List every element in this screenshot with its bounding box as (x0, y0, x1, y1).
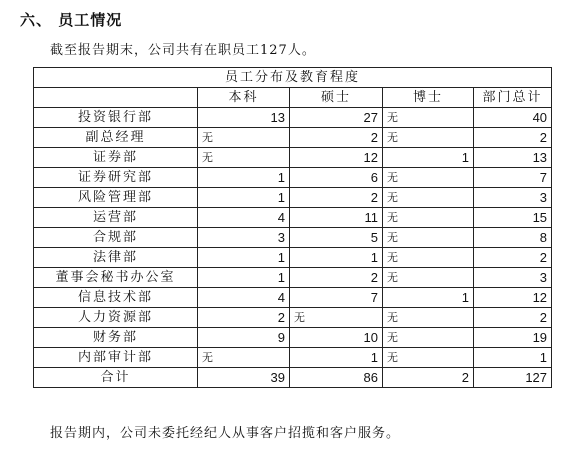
cell-master: 无 (290, 308, 383, 328)
cell-dept: 法律部 (34, 248, 198, 268)
cell-doctor: 无 (383, 188, 474, 208)
cell-bachelor: 1 (198, 188, 290, 208)
cell-dept: 副总经理 (34, 128, 198, 148)
table-row (34, 228, 552, 248)
cell-doctor: 无 (383, 168, 474, 188)
intro-text: 截至报告期末，公司共有在职员工127人。 (50, 43, 316, 58)
cell-bachelor: 无 (198, 148, 290, 168)
cell-master: 1 (290, 248, 383, 268)
cell-total: 3 (474, 268, 552, 288)
cell-doctor: 1 (383, 288, 474, 308)
cell-doctor: 无 (383, 248, 474, 268)
cell-total: 40 (474, 108, 552, 128)
table-caption-row (34, 68, 552, 88)
table-row (34, 328, 552, 348)
cell-dept: 财务部 (34, 328, 198, 348)
cell-doctor: 无 (383, 348, 474, 368)
cell-bachelor: 无 (198, 348, 290, 368)
cell-master: 12 (290, 148, 383, 168)
table-header-row (34, 88, 552, 108)
table-row (34, 348, 552, 368)
table-body (34, 108, 552, 368)
table-caption: 员工分布及教育程度 (34, 68, 552, 88)
cell-doctor: 无 (383, 328, 474, 348)
cell-bachelor: 2 (198, 308, 290, 328)
cell-doctor: 无 (383, 128, 474, 148)
total-bachelor: 39 (198, 368, 290, 388)
table-row (34, 188, 552, 208)
cell-bachelor: 13 (198, 108, 290, 128)
cell-bachelor: 3 (198, 228, 290, 248)
cell-total: 2 (474, 308, 552, 328)
cell-total: 3 (474, 188, 552, 208)
cell-master: 2 (290, 188, 383, 208)
cell-doctor: 无 (383, 108, 474, 128)
table-row (34, 248, 552, 268)
staff-distribution-table (33, 67, 552, 388)
table-row (34, 128, 552, 148)
cell-master: 5 (290, 228, 383, 248)
cell-master: 27 (290, 108, 383, 128)
table-row (34, 208, 552, 228)
table-row (34, 308, 552, 328)
cell-bachelor: 1 (198, 248, 290, 268)
cell-dept: 运营部 (34, 208, 198, 228)
cell-master: 7 (290, 288, 383, 308)
header-doctor: 博士 (383, 88, 474, 108)
table-total-row (34, 368, 552, 388)
cell-doctor: 无 (383, 308, 474, 328)
cell-total: 2 (474, 128, 552, 148)
header-total: 部门总计 (474, 88, 552, 108)
cell-doctor: 无 (383, 208, 474, 228)
cell-total: 1 (474, 348, 552, 368)
total-master: 86 (290, 368, 383, 388)
cell-bachelor: 4 (198, 208, 290, 228)
cell-bachelor: 9 (198, 328, 290, 348)
cell-master: 2 (290, 268, 383, 288)
cell-total: 15 (474, 208, 552, 228)
cell-dept: 风险管理部 (34, 188, 198, 208)
cell-bachelor: 无 (198, 128, 290, 148)
cell-total: 2 (474, 248, 552, 268)
table-row (34, 148, 552, 168)
total-total: 127 (474, 368, 552, 388)
cell-dept: 证券研究部 (34, 168, 198, 188)
cell-dept: 证券部 (34, 148, 198, 168)
cell-bachelor: 4 (198, 288, 290, 308)
cell-dept: 投资银行部 (34, 108, 198, 128)
cell-total: 13 (474, 148, 552, 168)
cell-total: 7 (474, 168, 552, 188)
header-master: 硕士 (290, 88, 383, 108)
cell-doctor: 1 (383, 148, 474, 168)
cell-total: 19 (474, 328, 552, 348)
cell-dept: 内部审计部 (34, 348, 198, 368)
cell-dept: 人力资源部 (34, 308, 198, 328)
cell-doctor: 无 (383, 268, 474, 288)
table-row (34, 108, 552, 128)
cell-total: 8 (474, 228, 552, 248)
cell-dept: 合规部 (34, 228, 198, 248)
cell-master: 11 (290, 208, 383, 228)
header-bachelor: 本科 (198, 88, 290, 108)
cell-doctor: 无 (383, 228, 474, 248)
cell-master: 2 (290, 128, 383, 148)
footer-note: 报告期内，公司未委托经纪人从事客户招揽和客户服务。 (50, 426, 401, 441)
section-heading: 六、 员工情况 (20, 11, 123, 29)
cell-dept: 信息技术部 (34, 288, 198, 308)
cell-total: 12 (474, 288, 552, 308)
total-label: 合计 (34, 368, 198, 388)
cell-master: 1 (290, 348, 383, 368)
table-row (34, 168, 552, 188)
cell-bachelor: 1 (198, 168, 290, 188)
cell-dept: 董事会秘书办公室 (34, 268, 198, 288)
table-row (34, 288, 552, 308)
total-doctor: 2 (383, 368, 474, 388)
table-row (34, 268, 552, 288)
cell-bachelor: 1 (198, 268, 290, 288)
header-dept (34, 88, 198, 108)
cell-master: 10 (290, 328, 383, 348)
cell-master: 6 (290, 168, 383, 188)
